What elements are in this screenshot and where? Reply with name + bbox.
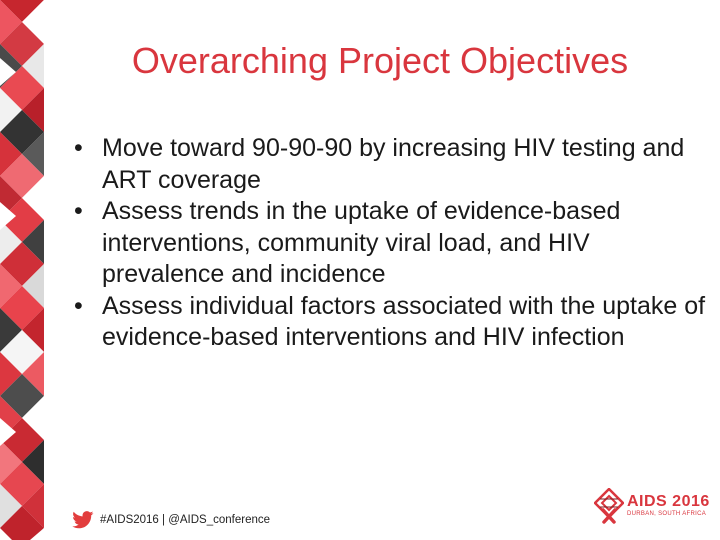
bullet-glyph: • <box>74 291 83 320</box>
bullet-text: Assess trends in the uptake of evidence-based interventions, community viral load, and HIV prevalence and incidence <box>102 197 621 288</box>
bullet-text: Move toward 90-90-90 by increasing HIV testing and ART coverage <box>102 134 685 194</box>
slide-title: Overarching Project Objectives <box>131 40 629 81</box>
list-item <box>74 291 710 354</box>
objectives-list <box>74 133 710 354</box>
aids2016-ribbon-icon <box>594 488 624 524</box>
aids2016-logo <box>594 488 710 524</box>
logo-title: AIDS 2016 <box>627 493 710 510</box>
hashtag-text: #AIDS2016 | @AIDS_conference <box>100 514 271 526</box>
list-item <box>74 133 710 196</box>
logo-subtitle: DURBAN, SOUTH AFRICA <box>627 511 707 517</box>
footer <box>72 510 270 530</box>
side-pattern-decoration <box>0 0 44 540</box>
bullet-glyph: • <box>74 197 83 225</box>
bullet-text: Assess individual factors associated with the uptake of evidence-based interventions and HIV infection <box>102 291 706 351</box>
bullet-glyph: • <box>74 134 83 162</box>
list-item <box>74 196 710 291</box>
twitter-bird-icon <box>72 511 94 529</box>
